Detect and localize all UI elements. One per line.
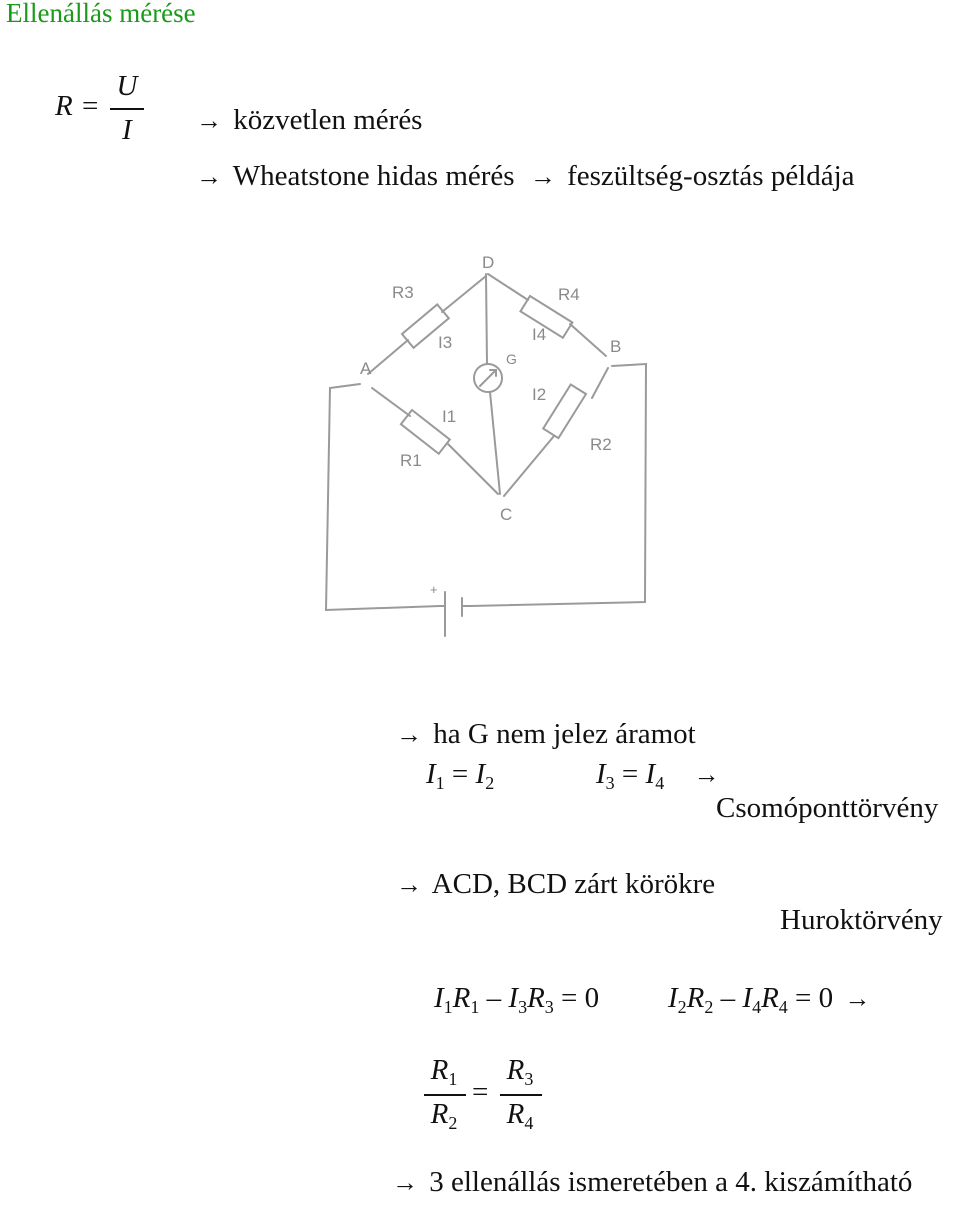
conclusion-text: 3 ellenállás ismeretében a 4. kiszámítható — [429, 1166, 913, 1198]
current-i2: I — [475, 758, 486, 790]
eq-var: R — [430, 1098, 449, 1130]
eq-var: I — [742, 982, 753, 1014]
loop-equation-1 — [434, 982, 599, 1015]
page-title: Ellenállás mérése — [6, 0, 196, 28]
arrow-icon: → — [196, 106, 222, 135]
eq-var: R — [686, 982, 705, 1014]
label-r3: R3 — [392, 283, 414, 302]
method-wheatstone — [196, 160, 855, 193]
label-i1: I1 — [442, 407, 457, 426]
law-kirchhoff-voltage: Huroktörvény — [780, 904, 943, 936]
loops-text: ACD, BCD zárt körökre — [431, 868, 716, 900]
current-equality-2 — [596, 758, 723, 791]
equals-sign: = — [621, 758, 639, 790]
minus-sign: – — [720, 982, 736, 1014]
subscript: 2 — [448, 1113, 458, 1133]
equals-sign: = — [451, 758, 469, 790]
eq-var: R — [430, 1054, 449, 1086]
condition-line — [396, 718, 696, 751]
subscript: 1 — [448, 1069, 458, 1089]
fraction-bar — [424, 1094, 466, 1096]
label-r2: R2 — [590, 435, 612, 454]
arrow-icon: → — [396, 720, 422, 749]
method-direct — [196, 104, 422, 137]
label-node-d: D — [482, 253, 495, 272]
subscript: 4 — [524, 1113, 534, 1133]
ratio-denominator-right — [500, 1098, 540, 1131]
subscript: 4 — [778, 997, 788, 1017]
arrow-icon: → — [196, 162, 222, 191]
loop-equation-2 — [668, 982, 874, 1015]
label-node-b: B — [610, 337, 622, 356]
label-i3: I3 — [438, 333, 453, 352]
wire-right — [470, 364, 646, 606]
subscript: 2 — [485, 773, 495, 793]
eq-zero: = 0 — [795, 982, 834, 1014]
formula-numerator: U — [116, 70, 138, 102]
label-i2: I2 — [532, 385, 547, 404]
label-galvanometer: G — [506, 351, 517, 367]
label-node-a: A — [360, 359, 372, 378]
subscript: 3 — [544, 997, 554, 1017]
method-direct-text: közvetlen mérés — [233, 104, 423, 136]
fraction-bar — [110, 108, 144, 110]
label-battery-plus: + — [430, 582, 438, 597]
loops-line — [396, 868, 715, 901]
formula-denominator: I — [122, 114, 132, 146]
resistor-r2 — [543, 384, 586, 438]
minus-sign: – — [486, 982, 502, 1014]
label-r4: R4 — [558, 285, 580, 304]
ratio-numerator-right — [500, 1054, 540, 1087]
eq-var: I — [434, 982, 444, 1014]
label-r1: R1 — [400, 451, 422, 470]
eq-var: R — [761, 982, 779, 1014]
ratio-equals: = — [472, 1076, 489, 1108]
current-equality-1 — [426, 758, 494, 791]
formula-eq: = — [82, 90, 99, 122]
subscript: 2 — [704, 997, 714, 1017]
arrow-icon: → — [844, 984, 871, 1013]
subscript: 1 — [443, 997, 453, 1017]
current-i1: I — [426, 758, 436, 790]
eq-var: I — [508, 982, 519, 1014]
subscript: 2 — [677, 997, 687, 1017]
subscript: 3 — [518, 997, 528, 1017]
eq-var: I — [668, 982, 678, 1014]
eq-var: R — [527, 982, 545, 1014]
method-wheatstone-text: Wheatstone hidas mérés — [232, 160, 515, 192]
ratio-denominator-left — [424, 1098, 464, 1131]
law-kirchhoff-current: Csomóponttörvény — [716, 792, 939, 824]
label-node-c: C — [500, 505, 513, 524]
arrow-icon: → — [396, 870, 422, 899]
eq-var: R — [506, 1054, 525, 1086]
current-i4: I — [645, 758, 656, 790]
subscript: 3 — [524, 1069, 534, 1089]
eq-zero: = 0 — [561, 982, 600, 1014]
formula-lhs: R — [55, 90, 73, 122]
subscript: 1 — [470, 997, 480, 1017]
subscript: 3 — [605, 773, 615, 793]
conclusion-line — [392, 1166, 912, 1199]
eq-var: R — [452, 982, 471, 1014]
wheatstone-bridge-diagram — [300, 240, 680, 650]
arrow-icon: → — [529, 162, 556, 191]
ratio-numerator-left — [424, 1054, 464, 1087]
condition-text: ha G nem jelez áramot — [433, 718, 696, 750]
arrow-icon: → — [693, 760, 720, 789]
arrow-icon: → — [392, 1168, 418, 1197]
subscript: 4 — [655, 773, 665, 793]
eq-var: R — [506, 1098, 525, 1130]
subscript: 1 — [435, 773, 445, 793]
fraction-bar — [500, 1094, 542, 1096]
method-divider-text: feszültség-osztás példája — [567, 160, 855, 192]
label-i4: I4 — [532, 325, 547, 344]
subscript: 4 — [752, 997, 762, 1017]
current-i3: I — [596, 758, 606, 790]
